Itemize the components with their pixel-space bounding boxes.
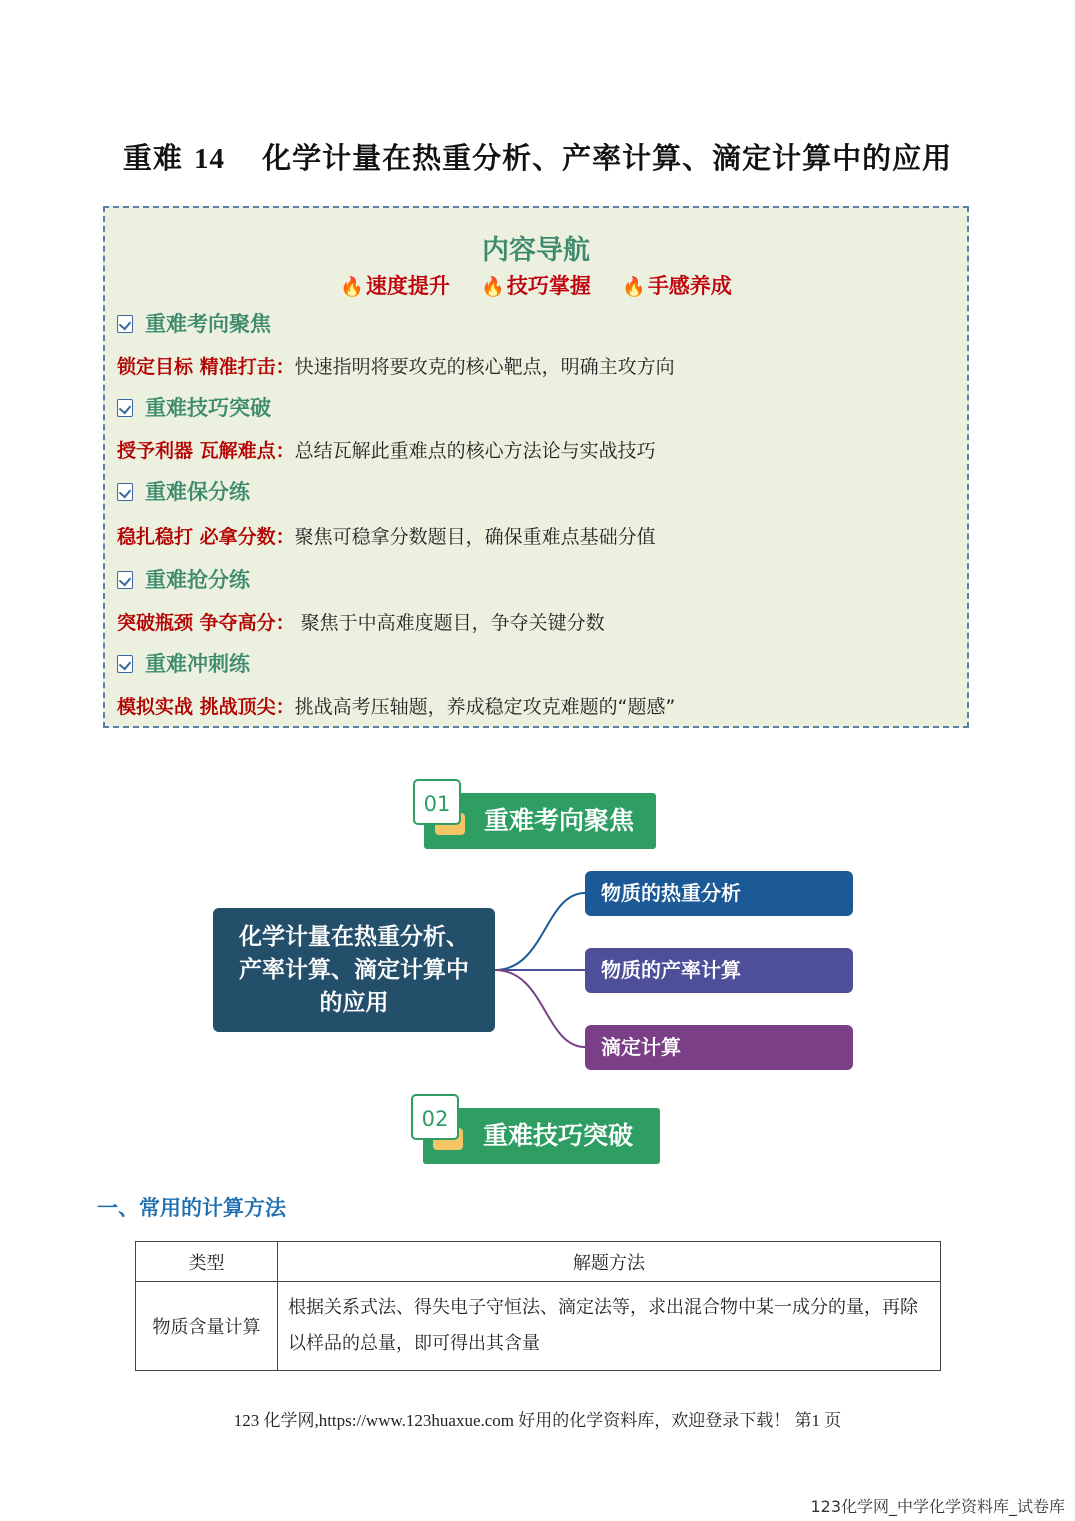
nav-section-heading: 重难抢分练 (117, 564, 250, 594)
nav-section-desc: 授予利器 瓦解难点：总结瓦解此重难点的核心方法论与实战技巧 (117, 440, 656, 462)
flame-icon: 🔥 (622, 276, 646, 298)
nav-section-heading: 重难冲刺练 (117, 648, 250, 678)
watermark: 123化学网_中学化学资料库_试卷库 (810, 1497, 1065, 1516)
nav-section-desc: 稳扎稳打 必拿分数：聚焦可稳拿分数题目，确保重难点基础分值 (117, 526, 656, 548)
section-heading: 一、常用的计算方法 (97, 1196, 286, 1220)
nav-tag: 🔥速度提升 (340, 274, 450, 298)
badge-number: 01 (413, 779, 461, 825)
badge-label: 重难考向聚焦 (424, 793, 656, 849)
table-header: 类型 (136, 1242, 278, 1282)
nav-section-desc: 模拟实战 挑战顶尖：挑战高考压轴题，养成稳定攻克难题的“题感” (117, 696, 676, 718)
mindmap-center: 化学计量在热重分析、产率计算、滴定计算中的应用 (213, 908, 495, 1032)
method-table (135, 1241, 941, 1371)
table-row (136, 1282, 941, 1371)
nav-section-heading: 重难考向聚焦 (117, 308, 271, 338)
nav-section-desc: 锁定目标 精准打击：快速指明将要攻克的核心靶点，明确主攻方向 (117, 356, 675, 378)
nav-section-heading: 重难保分练 (117, 476, 250, 506)
nav-section-desc: 突破瓶颈 争夺高分： 聚焦于中高难度题目，争夺关键分数 (117, 612, 605, 634)
badge-number: 02 (411, 1094, 459, 1140)
nav-section-heading: 重难技巧突破 (117, 392, 271, 422)
nav-tag: 🔥手感养成 (622, 274, 732, 298)
mindmap-branch: 物质的热重分析 (585, 871, 853, 916)
title-prefix: 重难 (122, 141, 183, 175)
badge-label: 重难技巧突破 (423, 1108, 660, 1164)
flame-icon: 🔥 (340, 276, 364, 298)
table-cell-method: 根据关系式法、得失电子守恒法、滴定法等，求出混合物中某一成分的量，再除以样品的总量，即可得出其含量 (278, 1282, 941, 1371)
flame-icon: 🔥 (481, 276, 505, 298)
mindmap-branch: 滴定计算 (585, 1025, 853, 1070)
nav-tag: 🔥技巧掌握 (481, 274, 591, 298)
table-header-row (136, 1242, 941, 1282)
mindmap-branch: 物质的产率计算 (585, 948, 853, 993)
page-footer: 123 化学网,https://www.123huaxue.com 好用的化学资料库，欢迎登录下载！ 第1 页 (233, 1411, 842, 1430)
title-text: 化学计量在热重分析、产率计算、滴定计算中的应用 (262, 141, 953, 175)
nav-title: 内容导航 (482, 235, 590, 266)
table-header: 解题方法 (278, 1242, 941, 1282)
table-cell-type: 物质含量计算 (136, 1282, 278, 1371)
title-number: 14 (194, 143, 225, 175)
